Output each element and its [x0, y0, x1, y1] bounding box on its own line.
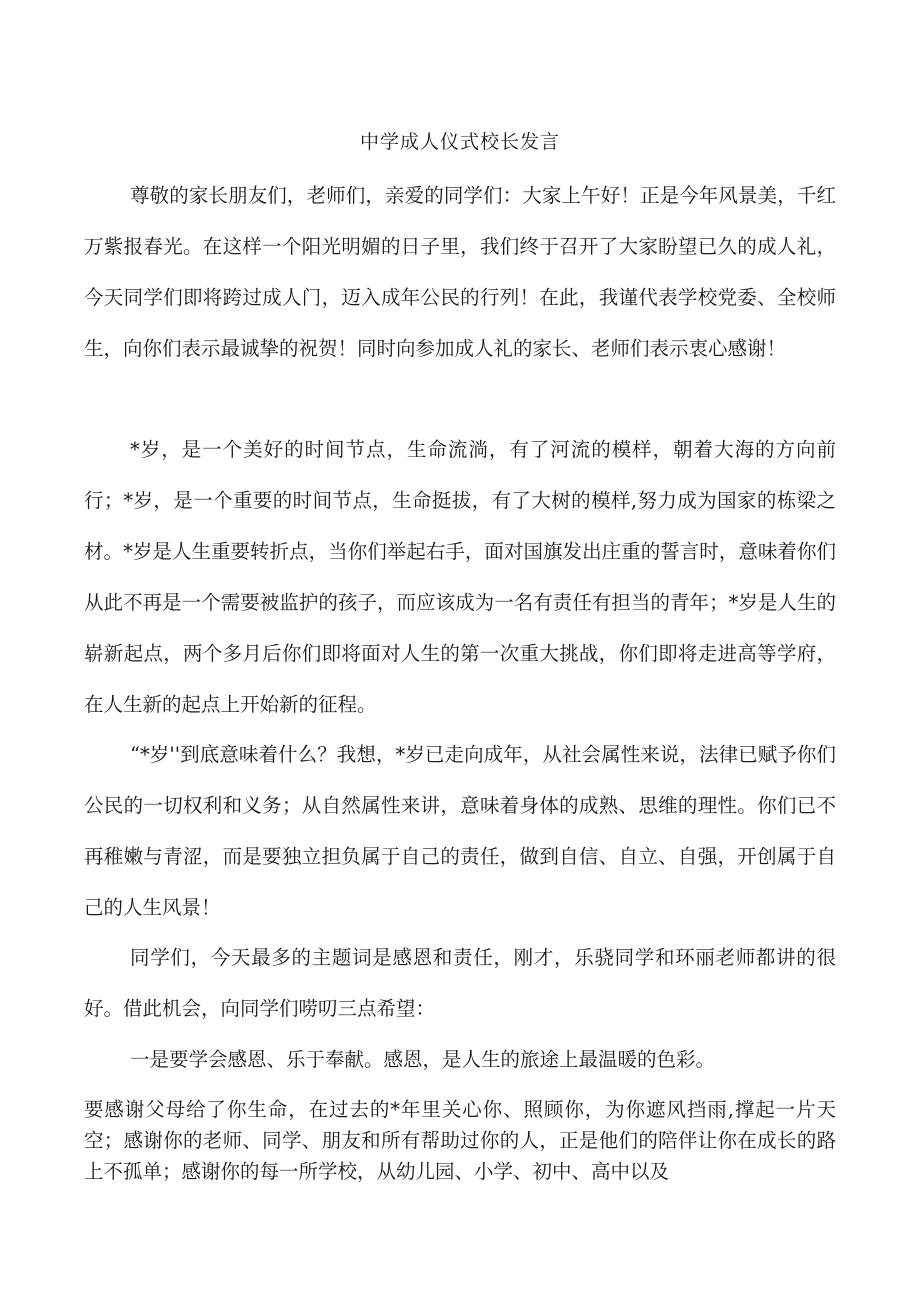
- paragraph-greeting: 尊敬的家长朋友们，老师们，亲爱的同学们：大家上午好！正是今年风景美，千红万紫报春光。在这样一个阳光明媚的日子里，我们终于召开了大家盼望已久的成人礼，今天同学们即将跨过成人门，迈入成年公民的行列！在此，我谨代表学校党委、全校师生，向你们表示最诚挚的祝贺！同时向参加成人礼的家长、老师们表示衷心感谢！: [84, 184, 836, 360]
- paragraph-gratitude-body: 要感谢父母给了你生命，在过去的*年里关心你、照顾你，为你遮风挡雨,撑起一片天空；感谢你的老师、同学、朋友和所有帮助过你的人，正是他们的陪伴让你在成长的路上不孤单；感谢你的每一所学校，从幼儿园、小学、初中、高中以及: [84, 1098, 836, 1183]
- paragraph-hopes-intro: 同学们，今天最多的主题词是感恩和责任，刚才，乐骁同学和环丽老师都讲的很好。借此机会，向同学们唠叨三点希望：: [84, 946, 836, 1020]
- paragraph-adulthood: “*岁''到底意味着什么？我想，*岁已走向成年，从社会属性来说，法律已赋予你们公民的一切权利和义务；从自然属性来讲，意味着身体的成熟、思维的理性。你们已不再稚嫩与青涩，而是要独立担负属于自己的责任，做到自信、自立、自强，开创属于自己的人生风景！: [84, 743, 836, 919]
- paragraph-age-meaning: *岁，是一个美好的时间节点，生命流淌，有了河流的模样，朝着大海的方向前行；*岁，是一个重要的时间节点，生命挺拔，有了大树的模样,努力成为国家的栋梁之材。*岁是人生重要转折点，当你们举起右手，面对国旗发出庄重的誓言时，意味着你们从此不再是一个需要被监护的孩子，而应该成为一名有责任有担当的青年；*岁是人生的崭新起点，两个多月后你们即将面对人生的第一次重大挑战，你们即将走进高等学府，在人生新的起点上开始新的征程。: [84, 438, 836, 716]
- paragraph-gratitude-heading: 一是要学会感恩、乐于奉献。感恩，是人生的旅途上最温暖的色彩。: [130, 1048, 716, 1071]
- document-title: 中学成人仪式校长发言: [359, 131, 560, 153]
